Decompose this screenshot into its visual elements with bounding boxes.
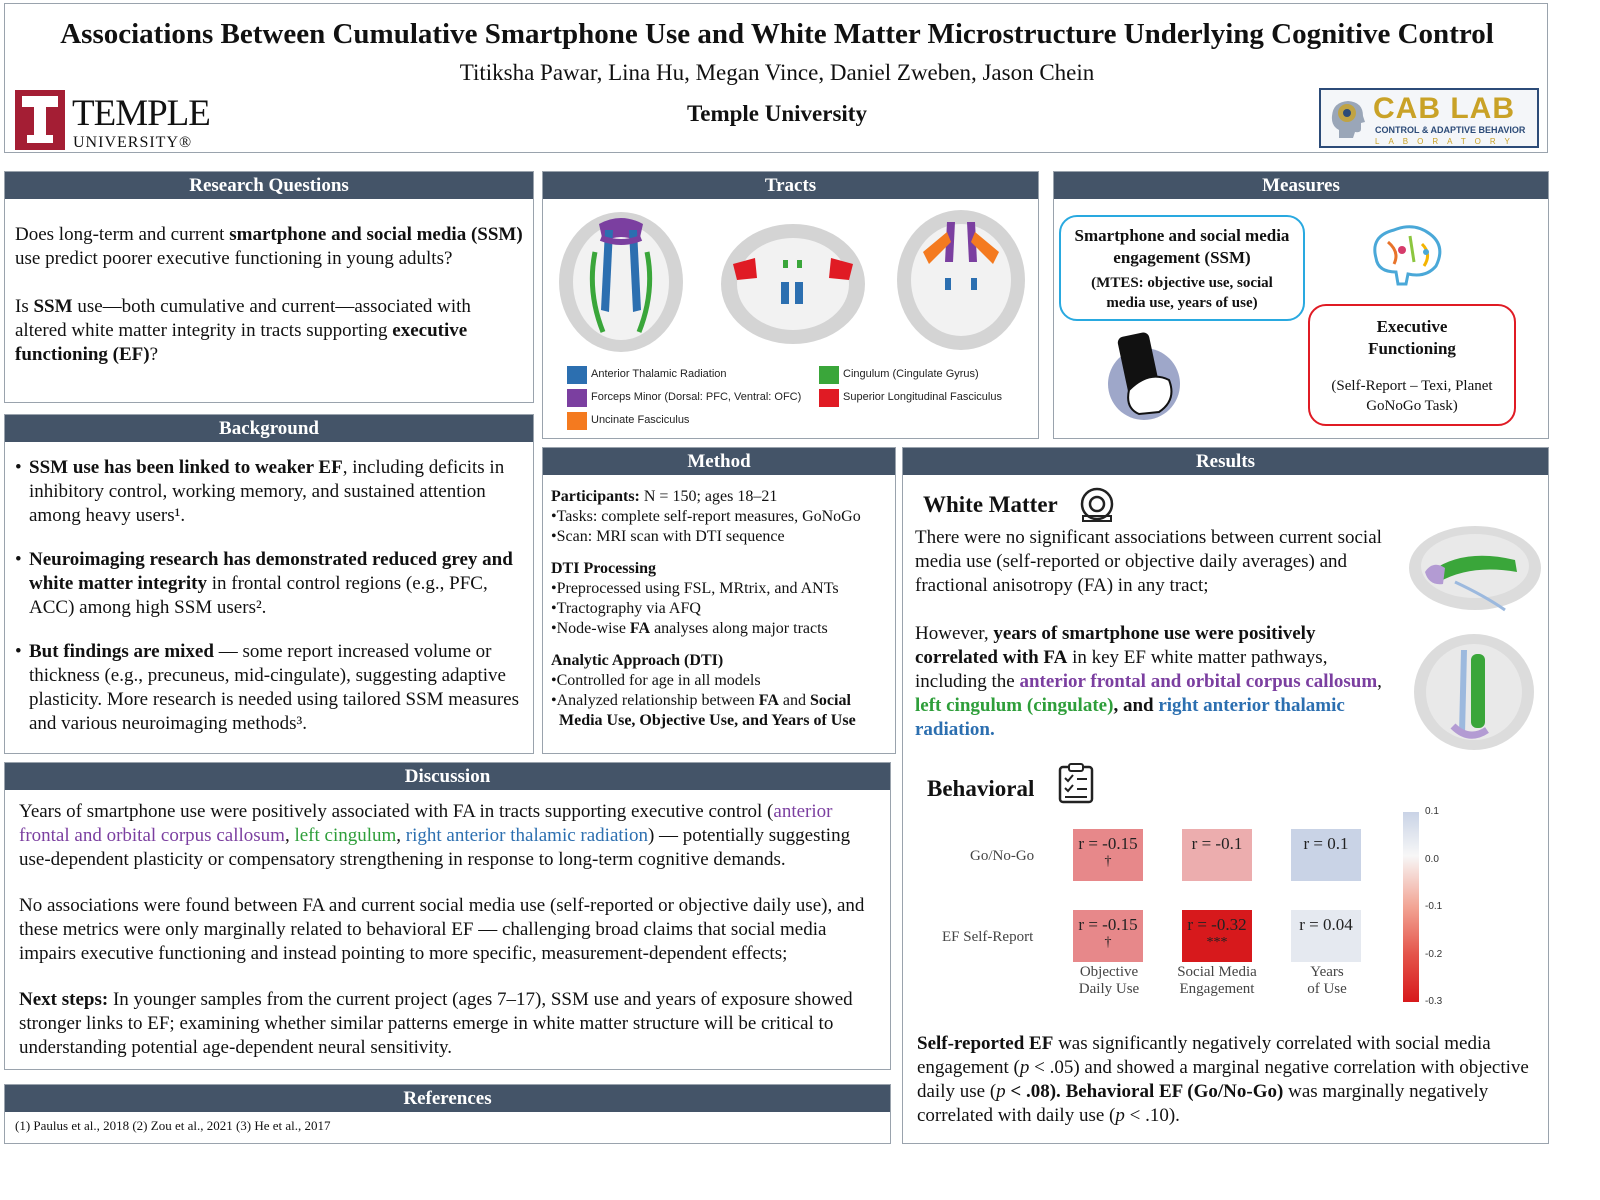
research-question-2: Is SSM use—both cumulative and current—associated with altered white matter integrity in tracts supporting executive functioning (EF)? [15, 296, 471, 365]
background-item: • Neuroimaging research has demonstrated reduced grey and white matter integrity in frontal control regions (e.g., PFC, ACC) among high SSM users². [15, 548, 523, 620]
heatmap-cell-value: r = -0.1 [1191, 834, 1243, 853]
background-item: • SSM use has been linked to weaker EF, including deficits in inhibitory control, working memory, and sustained attention among heavy users¹. [15, 456, 523, 528]
references-panel [4, 1084, 891, 1144]
brain-axial-1 [559, 212, 683, 352]
summary-paragraph: Self-reported EF was significantly negatively correlated with social media engagement (p < .05) and showed a marginal negative correlation with objective daily use (p < .08). Behavioral EF (Go/No-Go) was marginally negatively correlated with daily use (p < .10). [917, 1033, 1529, 1126]
discussion-paragraph-2: No associations were found between FA and current social media use (self-reported or objective daily use), and these metrics were only marginally related to behavioral EF — challenging broad claims that social media impairs executive functioning and instead pointing to more specific, measurement-dependent effects; [19, 895, 865, 964]
discussion-heading: Discussion [5, 763, 890, 790]
measures-heading: Measures [1054, 172, 1548, 199]
results-panel [902, 447, 1549, 1144]
cab-lab-title: CAB LAB [1373, 92, 1515, 125]
brain-3d-axial-image [1409, 630, 1539, 754]
heatmap-cell-value: r = 0.1 [1303, 834, 1349, 853]
heatmap-cell [1073, 910, 1143, 962]
brain-circuit-icon [1366, 222, 1446, 288]
heatmap-row-label: Go/No-Go [970, 848, 1035, 864]
references-text: (1) Paulus et al., 2018 (2) Zou et al., 2021 (3) He et al., 2017 [15, 1118, 331, 1133]
heatmap-cell-value: r = -0.15 [1078, 834, 1138, 853]
ssm-measure-title: Smartphone and social media engagement (SSM) [1074, 226, 1290, 267]
cab-lab-logo [1319, 88, 1539, 148]
ef-measure-detail: (Self-Report – Texi, Planet GoNoGo Task) [1331, 378, 1493, 414]
cab-lab-lab: LABORATORY [1375, 137, 1519, 146]
method-analytic-approach: Analytic Approach (DTI) •Controlled for age in all models •Analyzed relationship between FA and Social Media Use, Objective Use, and Years of Use [551, 652, 856, 729]
ssm-measure-box [1059, 215, 1305, 321]
white-matter-paragraph-2: However, years of smartphone use were positively correlated with FA in key EF white matter pathways, including the anterior frontal and orbital corpus callosum, left cingulum (cingulate), and right anterior thalamic radiation. [915, 623, 1382, 740]
brain-3d-sagittal-image [1405, 520, 1545, 620]
colorbar-tick-label: 0.0 [1425, 853, 1439, 865]
background-panel [4, 414, 534, 754]
poster-header [4, 3, 1548, 153]
discussion-paragraph-1: Years of smartphone use were positively associated with FA in tracts supporting executive control (anterior frontal and orbital corpus callosum, left cingulum, right anterior thalamic radiation) — potentially suggesting use-dependent plasticity or compensatory strengthening in response to long-term cognitive demands. [19, 801, 851, 870]
colorbar-tick-label: -0.1 [1425, 901, 1443, 912]
ef-measure-title: Executive Functioning [1368, 317, 1456, 358]
cab-lab-subtitle: CONTROL & ADAPTIVE BEHAVIOR [1375, 125, 1526, 135]
heatmap-cell-value: r = -0.15 [1078, 915, 1138, 934]
brain-axial-2 [721, 224, 865, 344]
heatmap-cell [1073, 829, 1143, 881]
temple-logo-word: TEMPLE [72, 93, 210, 134]
heatmap-cell-significance: *** [1206, 935, 1228, 950]
legend-label: Cingulum (Cingulate Gyrus) [843, 368, 979, 380]
heatmap-col-label: Objective Daily Use [1078, 964, 1140, 997]
legend-swatch [567, 389, 587, 407]
measures-panel [1053, 171, 1549, 439]
research-question-1: Does long-term and current smartphone and social media (SSM) use predict poorer executive functioning in young adults? [15, 224, 523, 269]
heatmap-cell-significance: † [1104, 935, 1112, 950]
background-item: • But findings are mixed — some report increased volume or thickness (e.g., precuneus, mid-cingulate), suggesting adaptive plasticity. More research is needed using tailored SSM measures and various neuroimaging methods³. [15, 640, 523, 736]
discussion-panel [4, 762, 891, 1070]
research-questions-panel [4, 171, 534, 403]
legend-label: Anterior Thalamic Radiation [591, 368, 727, 380]
legend-label: Uncinate Fasciculus [591, 414, 690, 426]
tracts-panel [542, 171, 1039, 439]
heatmap-cell [1291, 910, 1361, 962]
temple-logo-sub: UNIVERSITY® [73, 134, 193, 151]
discussion-paragraph-3: Next steps: In younger samples from the current project (ages 7–17), SSM use and years of exposure showed stronger links to EF; examining whether similar patterns emerge in white matter structure will be critical to understanding potential age-dependent neural sensitivity. [19, 989, 853, 1058]
method-panel [542, 447, 896, 754]
temple-logo [15, 90, 215, 152]
method-heading: Method [543, 448, 895, 475]
ef-measure-box [1308, 304, 1516, 426]
temple-t-icon [15, 90, 65, 150]
heatmap-cell [1182, 829, 1252, 881]
legend-label: Superior Longitudinal Fasciculus [843, 391, 1002, 403]
heatmap-col-label: Years of Use [1307, 964, 1347, 997]
legend-swatch [567, 412, 587, 430]
legend-swatch [567, 366, 587, 384]
heatmap-col-label: Social Media Engagement [1177, 964, 1257, 997]
heatmap-cell-value: r = 0.04 [1299, 915, 1353, 934]
white-matter-paragraph-1: There were no significant associations between current social media use (self-reported or objective daily averages) and fractional anisotropy (FA) in any tract; [915, 527, 1382, 596]
background-heading: Background [5, 415, 533, 442]
colorbar-tick-label: -0.2 [1425, 948, 1443, 960]
method-participants: Participants: N = 150; ages 18–21 •Tasks: complete self-report measures, GoNoGo •Scan: MRI scan with DTI sequence [551, 488, 861, 545]
mri-scanner-icon [1077, 486, 1117, 526]
clipboard-checklist-icon [1057, 762, 1095, 804]
colorbar-tick-label: 0.1 [1425, 806, 1439, 817]
white-matter-title: White Matter [923, 492, 1058, 517]
brain-axial-3 [897, 210, 1025, 350]
heatmap-cell-significance: † [1104, 854, 1112, 869]
poster-authors: Titiksha Pawar, Lina Hu, Megan Vince, Daniel Zweben, Jason Chein [459, 60, 1095, 85]
poster-title: Associations Between Cumulative Smartphone Use and White Matter Microstructure Underlying Cognitive Control [60, 18, 1494, 50]
brain-tract-images [543, 202, 1038, 352]
research-questions-heading: Research Questions [5, 172, 533, 199]
legend-label: Forceps Minor (Dorsal: PFC, Ventral: OFC) [591, 391, 802, 403]
references-heading: References [5, 1085, 890, 1112]
poster-affiliation: Temple University [687, 101, 867, 126]
legend-swatch [819, 389, 839, 407]
heatmap-cell-value: r = -0.32 [1187, 915, 1247, 934]
legend-swatch [819, 366, 839, 384]
ssm-measure-detail: (MTES: objective use, social media use, years of use) [1091, 275, 1273, 311]
behavioral-title: Behavioral [927, 776, 1035, 801]
phone-hand-icon [1099, 330, 1189, 422]
heatmap-cell [1291, 829, 1361, 881]
brain-head-icon [1325, 96, 1371, 142]
heatmap-cell [1182, 910, 1252, 962]
method-dti-processing: DTI Processing •Preprocessed using FSL, MRtrix, and ANTs •Tractography via AFQ •Node-wise FA analyses along major tracts [551, 560, 839, 637]
colorbar-tick-label: -0.3 [1425, 996, 1443, 1007]
heatmap-row-label: EF Self-Report [942, 929, 1034, 945]
results-heading: Results [903, 448, 1548, 475]
heatmap-colorbar [1403, 812, 1419, 1002]
tracts-heading: Tracts [543, 172, 1038, 199]
